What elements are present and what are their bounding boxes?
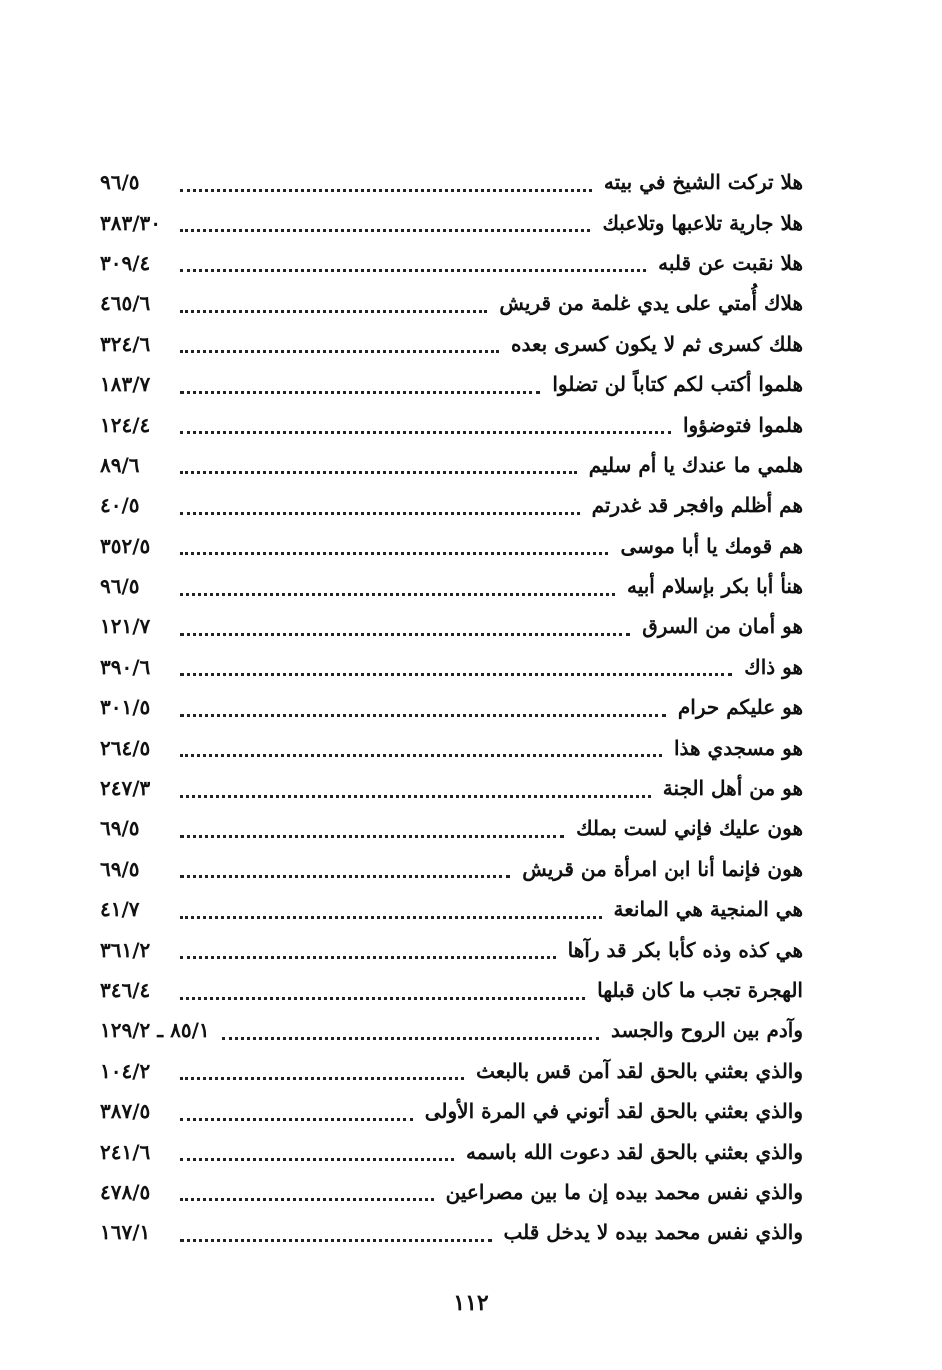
leader-dots [180,665,732,676]
entry-reference: ٣٠٩/٤ [100,250,151,275]
index-entry [100,445,803,485]
entry-text: والذي بعثني بالحق لقد آمن قس بالبعث [476,1058,803,1083]
leader-dots [180,504,580,515]
index-entry [100,727,803,767]
entry-text: والذي نفس محمد بيده لا يدخل قلب [503,1220,803,1245]
entry-reference: ٩٦/٥ [100,170,140,195]
index-entry [100,404,803,444]
entry-text: هلموا فتوضؤوا [682,412,803,437]
index-entry [100,162,803,202]
entry-reference: ٨٩/٦ [100,452,140,477]
entry-reference: ٢٤١/٦ [100,1139,151,1164]
entry-text: هلك كسرى ثم لا يكون كسرى بعده [510,331,803,356]
leader-dots [180,544,608,555]
entry-text: هلاك أُمتي على يدي غلمة من قريش [499,291,803,316]
index-entry [100,929,803,969]
index-entry [100,1131,803,1171]
entry-reference: ٨٥/١ ـ ١٢٩/٢ [100,1018,210,1043]
leader-dots [180,989,585,1000]
entry-reference: ٤٧٨/٥ [100,1179,151,1204]
index-entry [100,687,803,727]
entry-reference: ١٠٤/٢ [100,1058,151,1083]
leader-dots [180,625,630,636]
index-entry [100,1212,803,1252]
entry-text: هم قومك يا أبا موسى [620,533,803,558]
entry-text: هلمي ما عندك يا أم سليم [588,452,803,477]
index-entry [100,283,803,323]
leader-dots [180,302,487,313]
index-entry [100,526,803,566]
leader-dots [180,383,540,394]
index-entry [100,849,803,889]
entry-reference: ٤٦٥/٦ [100,291,151,316]
index-entry [100,1172,803,1212]
leader-dots [180,787,651,798]
entry-text: هلا جارية تلاعبها وتلاعبك [602,210,803,235]
index-entry [100,808,803,848]
entry-reference: ١٢١/٧ [100,614,151,639]
entry-text: والذي نفس محمد بيده إن ما بين مصراعين [445,1179,803,1204]
page-number: ١١٢ [453,1290,489,1316]
index-entry [100,364,803,404]
leader-dots [180,746,662,757]
index-list [100,162,803,1253]
index-entry [100,606,803,646]
entry-reference: ٢٤٧/٣ [100,776,151,801]
entry-text: هون عليك فإني لست بملك [576,816,803,841]
index-entry [100,1051,803,1091]
leader-dots [180,1110,413,1121]
entry-text: هو ذاك [744,654,803,679]
entry-reference: ١٨٣/٧ [100,372,151,397]
leader-dots [180,1150,454,1161]
entry-text: الهجرة تجب ما كان قبلها [597,978,803,1002]
leader-dots [180,1190,434,1201]
entry-text: هلموا أكتب لكم كتاباً لن تضلوا [552,372,803,397]
entry-reference: ٣٩٠/٦ [100,654,151,679]
entry-reference: ٣٤٦/٤ [100,978,151,1002]
entry-reference: ٤١/٧ [100,897,140,922]
entry-text: والذي بعثني بالحق لقد أتوني في المرة الأولى [424,1099,803,1124]
entry-reference: ٣٨٣/٣٠ [100,210,162,235]
entry-text: هم أظلم وافجر قد غدرتم [591,493,803,518]
index-entry [100,485,803,525]
index-entry [100,647,803,687]
entry-text: هو من أهل الجنة [662,776,803,801]
leader-dots [180,261,646,272]
entry-reference: ٣٥٢/٥ [100,533,151,558]
entry-text: هو عليكم حرام [677,695,803,720]
entry-reference: ٣٨٧/٥ [100,1099,151,1124]
leader-dots [180,1069,464,1080]
leader-dots [180,463,577,474]
entry-text: والذي بعثني بالحق لقد دعوت الله باسمه [466,1139,803,1164]
entry-text: هون فإنما أنا ابن امرأة من قريش [522,856,803,881]
entry-text: هي كذه وذه كأبا بكر قد رآها [567,937,803,962]
leader-dots [180,585,615,596]
entry-reference: ١٢٤/٤ [100,412,151,437]
leader-dots [222,1029,599,1040]
entry-reference: ٣٦١/٢ [100,937,151,962]
entry-text: هو أمان من السرق [642,614,803,639]
entry-reference: ٦٩/٥ [100,816,140,841]
index-entry [100,324,803,364]
leader-dots [180,221,590,232]
entry-reference: ٣٠١/٥ [100,695,151,720]
index-entry [100,768,803,808]
index-entry [100,1091,803,1131]
entry-text: هلا نقبت عن قلبه [658,250,803,275]
leader-dots [180,423,671,434]
index-entry [100,243,803,283]
index-entry [100,889,803,929]
index-entry [100,1010,803,1050]
entry-reference: ٩٦/٥ [100,574,140,599]
leader-dots [180,908,602,919]
leader-dots [180,867,510,878]
leader-dots [180,827,564,838]
entry-reference: ٢٦٤/٥ [100,735,151,760]
index-entry [100,970,803,1010]
leader-dots [180,948,556,959]
entry-reference: ٤٠/٥ [100,493,140,518]
entry-reference: ١٦٧/١ [100,1220,151,1245]
entry-text: هنأ أبا بكر بإسلام أبيه [626,574,803,599]
leader-dots [180,706,666,717]
leader-dots [180,181,592,192]
leader-dots [180,342,499,353]
entry-text: وآدم بين الروح والجسد [610,1018,803,1043]
leader-dots [180,1231,492,1242]
entry-reference: ٦٩/٥ [100,856,140,881]
entry-text: هي المنجية هي المانعة [613,897,803,922]
index-entry [100,202,803,242]
index-entry [100,566,803,606]
entry-reference: ٣٢٤/٦ [100,331,151,356]
entry-text: هلا تركت الشيخ في بيته [603,170,803,195]
entry-text: هو مسجدي هذا [673,735,803,760]
